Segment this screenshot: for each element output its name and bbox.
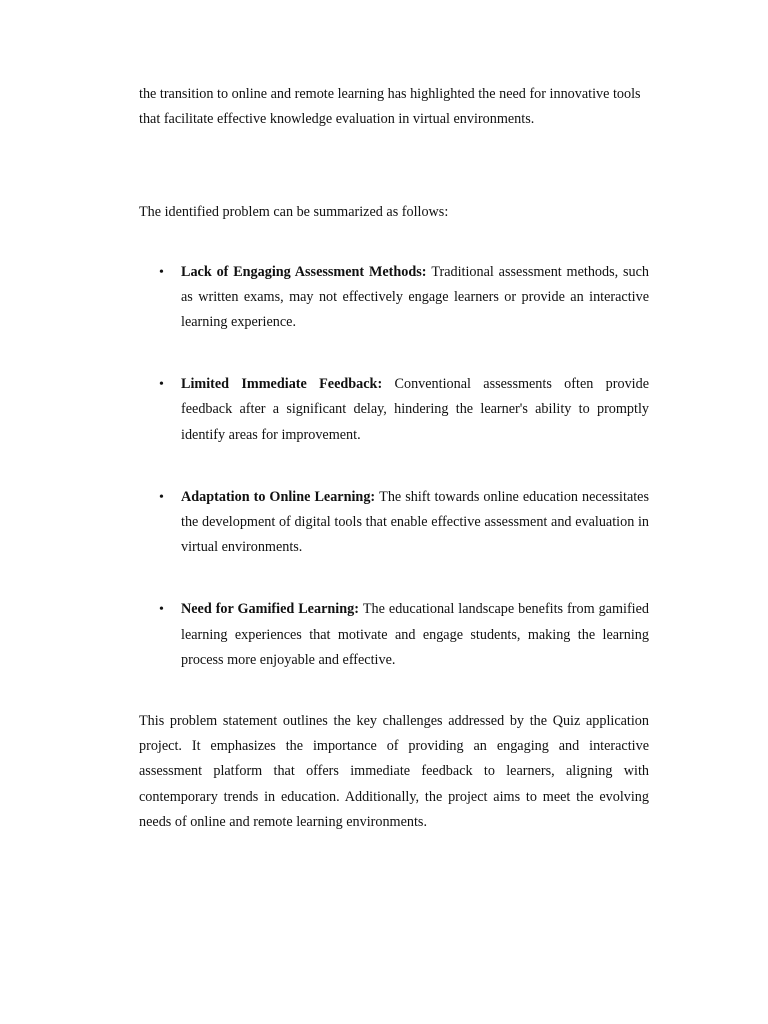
problem-text: The educational landscape benefits from gamified learning experiences that motivate and engage students, making the learning process more enjoyable and effective. <box>181 601 650 668</box>
problem-list <box>139 260 649 673</box>
intro-paragraph: the transition to online and remote learning has highlighted the need for innovative tools that facilitate effective knowledge evaluation in virtual environments. <box>139 86 641 128</box>
list-item <box>139 260 649 336</box>
problem-text: Traditional assessment methods, such as written exams, may not effectively engage learners or provide an interactive learning experience. <box>181 263 649 331</box>
document-page <box>139 82 649 835</box>
list-item <box>139 485 649 561</box>
bullet-icon: • <box>159 264 164 280</box>
problem-term: Need for Gamified Learning: <box>181 601 363 618</box>
problem-term: Lack of Engaging Assessment Methods: <box>181 263 432 280</box>
lead-paragraph: The identified problem can be summarized as follows: <box>139 204 449 221</box>
bullet-icon: • <box>159 377 164 393</box>
list-item <box>139 597 649 673</box>
bullet-icon: • <box>159 489 164 505</box>
bullet-icon: • <box>159 602 164 618</box>
list-item <box>139 372 649 448</box>
problem-text: Conventional assessments often provide feedback after a significant delay, hindering the learner's ability to promptly identify areas for improvement. <box>181 376 649 443</box>
problem-term: Adaptation to Online Learning: <box>181 488 380 505</box>
problem-text: The shift towards online education necessitates the development of digital tools that enable effective assessment and evaluation in virtual environments. <box>181 488 649 556</box>
problem-term: Limited Immediate Feedback: <box>181 376 395 393</box>
conclusion-paragraph: This problem statement outlines the key challenges addressed by the Quiz application project. It emphasizes the importance of providing an engaging and interactive assessment platform that offers immediate feedback to learners, aligning with contemporary trends in education. Additionally, the project aims to meet the evolving needs of online and remote learning environments. <box>139 713 649 830</box>
